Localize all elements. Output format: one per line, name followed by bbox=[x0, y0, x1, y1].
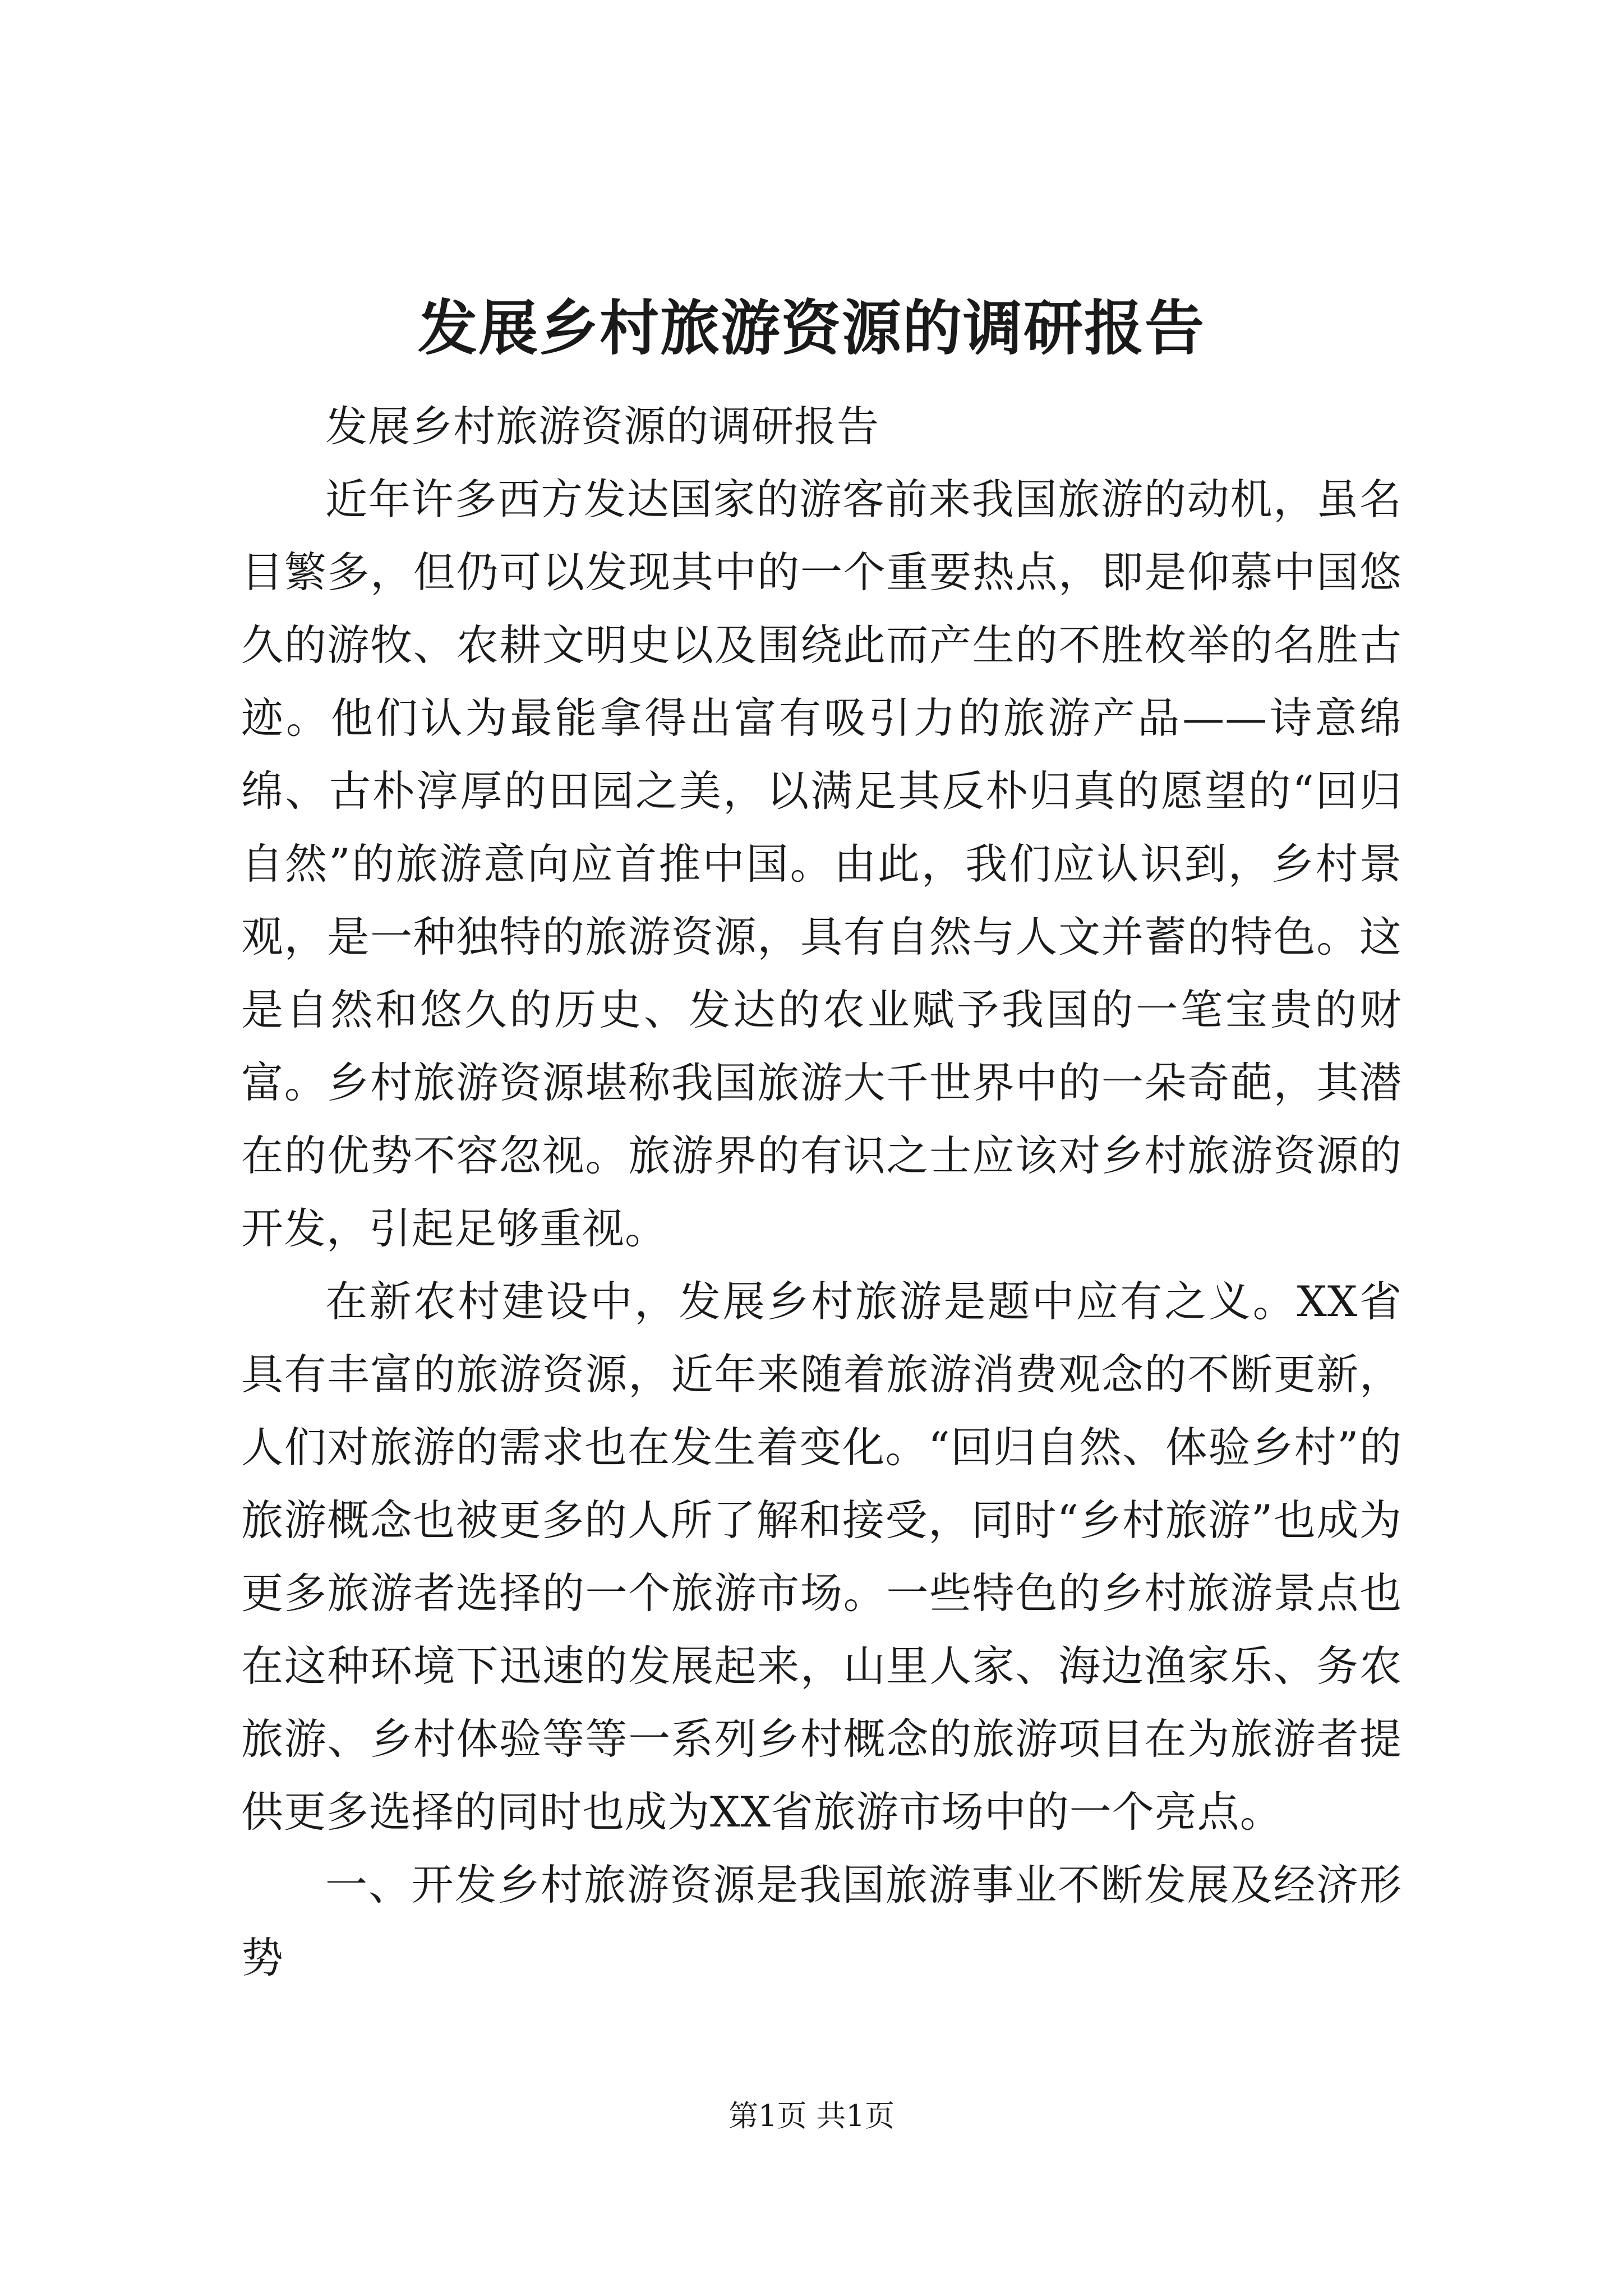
paragraph-new-countryside: 在新农村建设中，发展乡村旅游是题中应有之义。XX省具有丰富的旅游资源，近年来随着旅游消费观念的不断更新，人们对旅游的需求也在发生着变化。“回归自然、体验乡村”的旅游概念也被更多的人所了解和接受，同时“乡村旅游”也成为更多旅游者选择的一个旅游市场。一些特色的乡村旅游景点也在这种环境下迅速的发展起来，山里人家、海边渔家乐、务农旅游、乡村体验等等一系列乡村概念的旅游项目在为旅游者提供更多选择的同时也成为XX省旅游市场中的一个亮点。 bbox=[241, 1277, 1402, 1837]
paragraph-section-one-heading: 一、开发乡村旅游资源是我国旅游事业不断发展及经济形势 bbox=[241, 1860, 1402, 1982]
document-title: 发展乡村旅游资源的调研报告 bbox=[418, 293, 1205, 363]
page-footer: 第1页 共1页 bbox=[728, 2099, 895, 2133]
paragraph-subtitle: 发展乡村旅游资源的调研报告 bbox=[325, 402, 880, 451]
document-body bbox=[241, 390, 1402, 1994]
paragraph-intro: 近年许多西方发达国家的游客前来我国旅游的动机，虽名目繁多，但仍可以发现其中的一个重要热点，即是仰慕中国悠久的游牧、农耕文明史以及围绕此而产生的不胜枚举的名胜古迹。他们认为最能拿得出富有吸引力的旅游产品——诗意绵绵、古朴淳厚的田园之美，以满足其反朴归真的愿望的“回归自然”的旅游意向应首推中国。由此，我们应认识到，乡村景观，是一种独特的旅游资源，具有自然与人文并蓄的特色。这是自然和悠久的历史、发达的农业赋予我国的一笔宝贵的财富。乡村旅游资源堪称我国旅游大千世界中的一朵奇葩，其潜在的优势不容忽视。旅游界的有识之士应该对乡村旅游资源的开发，引起足够重视。 bbox=[241, 475, 1402, 1253]
